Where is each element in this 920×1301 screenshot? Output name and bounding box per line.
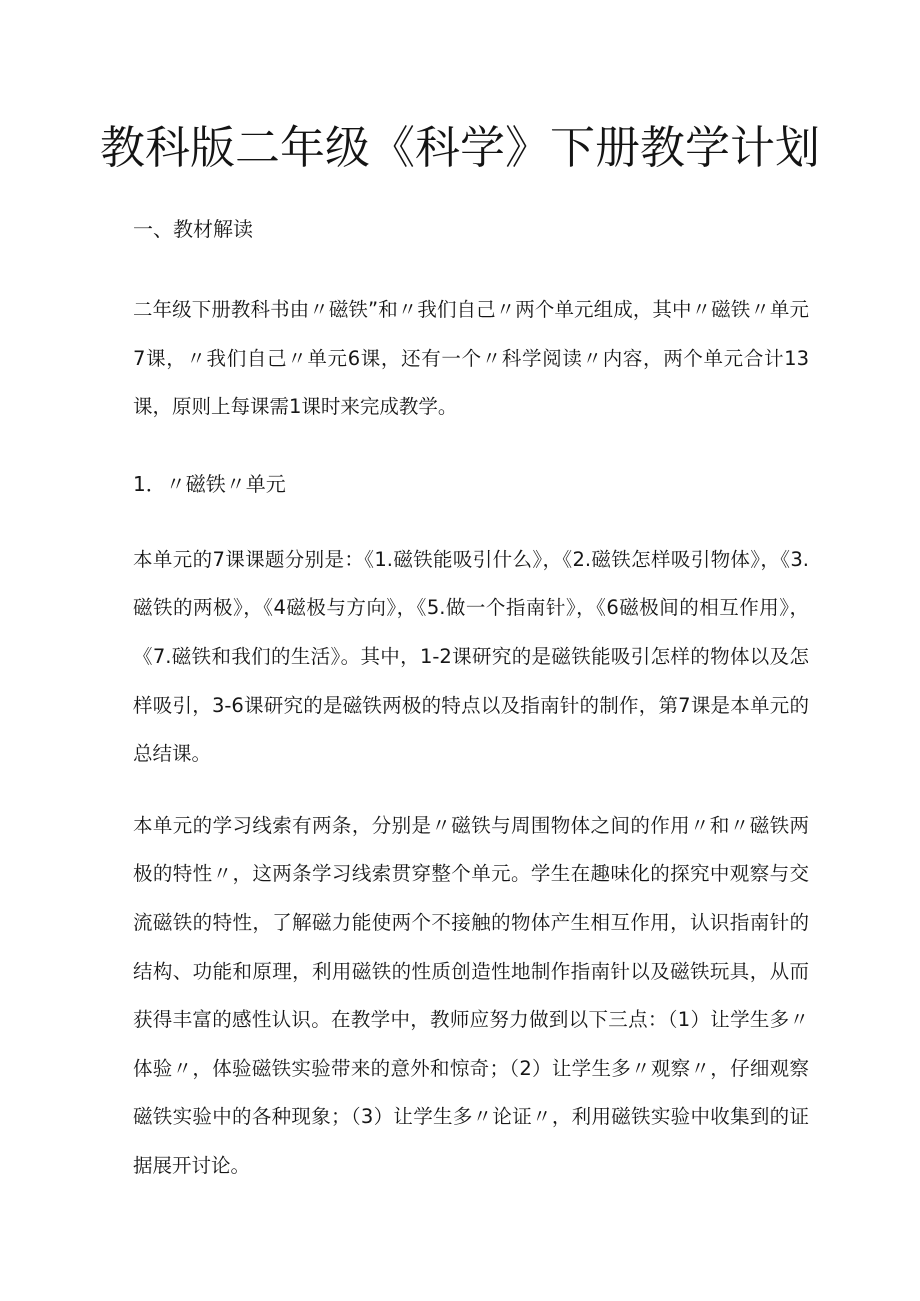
- subsection-heading-magnet-unit: 1．〃磁铁〃单元: [133, 471, 286, 496]
- page-title: 教科版二年级《科学》下册教学计划: [99, 121, 820, 174]
- unit-learning-clues-paragraph: 本单元的学习线索有两条，分别是〃磁铁与周围物体之间的作用〃和〃磁铁两极的特性〃，这两条学习线索贯穿整个单元。学生在趣味化的探究中观察与交流磁铁的特性，了解磁力能使两个不接触的物体产生相互作用，认识指南针的结构、功能和原理，利用磁铁的性质创造性地制作指南针以及磁铁玩具，从而获得丰富的感性认识。在教学中，教师应努力做到以下三点：（1）让学生多〃体验〃，体验磁铁实验带来的意外和惊奇；（2）让学生多〃观察〃，仔细观察磁铁实验中的各种现象；（3）让学生多〃论证〃，利用磁铁实验中收集到的证据展开讨论。: [133, 813, 809, 1177]
- section-heading-textbook-analysis: 一、教材解读: [133, 217, 253, 241]
- unit-lessons-paragraph: 本单元的7课课题分别是：《1.磁铁能吸引什么》，《2.磁铁怎样吸引物体》，《3.磁铁的两极》，《4磁极与方向》，《5.做一个指南针》，《6磁极间的相互作用》，《7.磁铁和我们的生活》。其中，1-2课研究的是磁铁能吸引怎样的物体以及怎样吸引，3-6课研究的是磁铁两极的特点以及指南针的制作，第7课是本单元的总结课。: [133, 547, 809, 766]
- intro-paragraph: 二年级下册教科书由〃磁铁”和〃我们自己〃两个单元组成，其中〃磁铁〃单元7课，〃我们自己〃单元6课，还有一个〃科学阅读〃内容，两个单元合计13课，原则上每课需1课时来完成教学。: [133, 298, 809, 419]
- document-body: [133, 210, 809, 1191]
